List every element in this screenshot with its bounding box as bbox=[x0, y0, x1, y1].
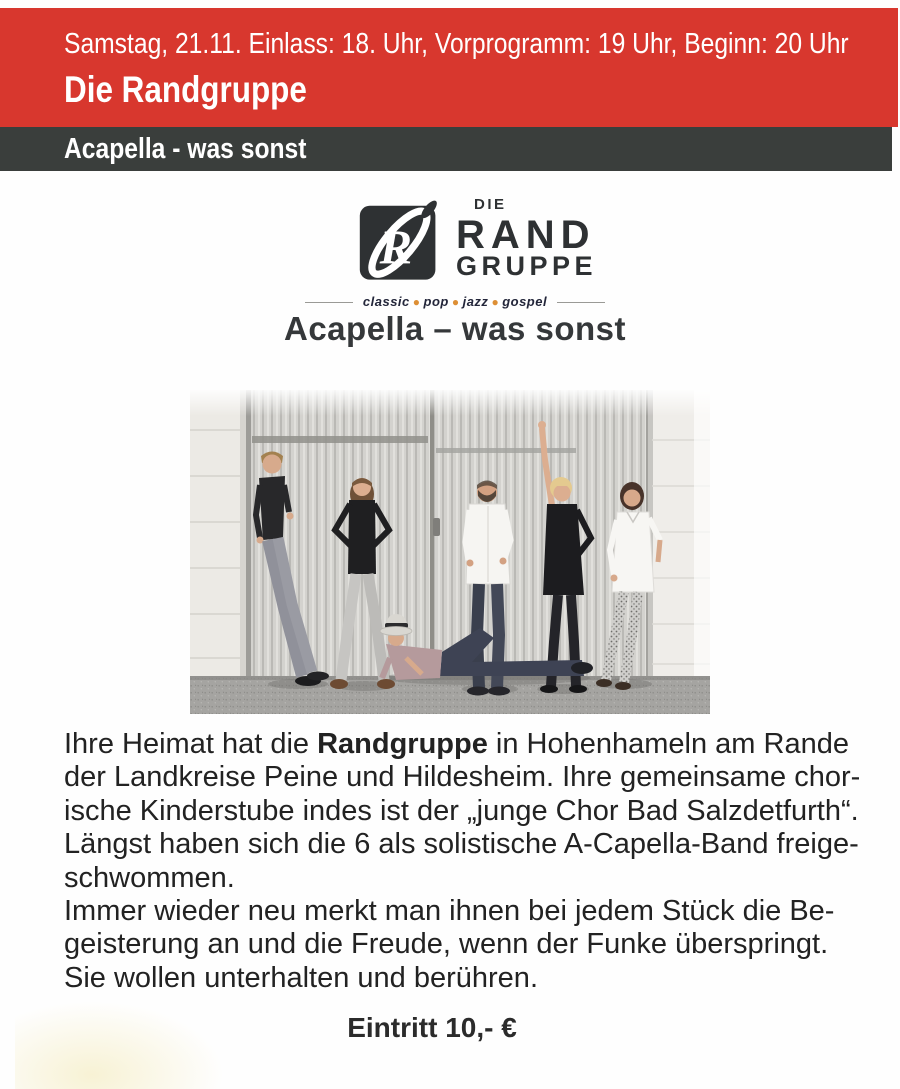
article-text: Ihre Heimat hat die bbox=[64, 728, 318, 760]
program-title: Acapella - was sonst bbox=[64, 132, 307, 165]
tagline-rule-right bbox=[557, 302, 605, 303]
logo-wordmark bbox=[456, 198, 597, 279]
logo-word-gruppe: GRUPPE bbox=[456, 251, 598, 281]
band-photo bbox=[190, 390, 710, 714]
article-line: geisterung an und die Freude, wenn der Funke überspringt. bbox=[64, 928, 829, 961]
event-schedule-line: Samstag, 21.11. Einlass: 18. Uhr, Vorprogramm: 19 Uhr, Beginn: 20 Uhr bbox=[64, 28, 849, 60]
tagline-rule-left bbox=[305, 302, 353, 303]
logo-monogram-icon bbox=[358, 198, 448, 282]
tagline-word-classic: classic bbox=[362, 294, 410, 309]
article-line: der Landkreise Peine und Hildesheim. Ihre gemeinsame chor- bbox=[64, 761, 861, 794]
logo-letter: R bbox=[379, 220, 413, 275]
band-logo bbox=[358, 198, 597, 282]
article-line: Längst haben sich die 6 als solistische A-Capella-Band freige- bbox=[64, 828, 859, 861]
event-banner bbox=[0, 8, 898, 127]
article-line: schwommen. bbox=[64, 861, 235, 894]
tagline-dot-icon: ● bbox=[451, 295, 460, 309]
article-line: Sie wollen unterhalten und berühren. bbox=[64, 961, 538, 994]
program-subheader bbox=[0, 127, 892, 171]
logo-word-die: DIE bbox=[474, 196, 507, 213]
article-text: in Hohenhameln am Rande bbox=[487, 728, 849, 760]
tagline-word-pop: pop bbox=[423, 294, 449, 309]
logo-word-rand: RAND bbox=[456, 213, 596, 257]
ticket-price: Eintritt 10,- € bbox=[347, 1012, 517, 1043]
show-title-heading: Acapella – was sonst bbox=[284, 310, 626, 347]
tagline-word-gospel: gospel bbox=[502, 294, 548, 309]
article-line: ische Kinderstube indes ist der „junge Chor Bad Salzdetfurth“. bbox=[64, 794, 859, 827]
tagline-dot-icon: ● bbox=[412, 295, 421, 309]
band-name-title: Die Randgruppe bbox=[64, 69, 307, 110]
tagline-word-jazz: jazz bbox=[462, 294, 489, 309]
tagline-dot-icon: ● bbox=[491, 295, 500, 309]
article-line: Immer wieder neu merkt man ihnen bei jedem Stück die Be- bbox=[64, 895, 835, 928]
article-line bbox=[64, 728, 874, 761]
article-body bbox=[64, 728, 874, 995]
article-bold-band-name: Randgruppe bbox=[317, 728, 488, 760]
logo-tagline bbox=[0, 294, 900, 309]
